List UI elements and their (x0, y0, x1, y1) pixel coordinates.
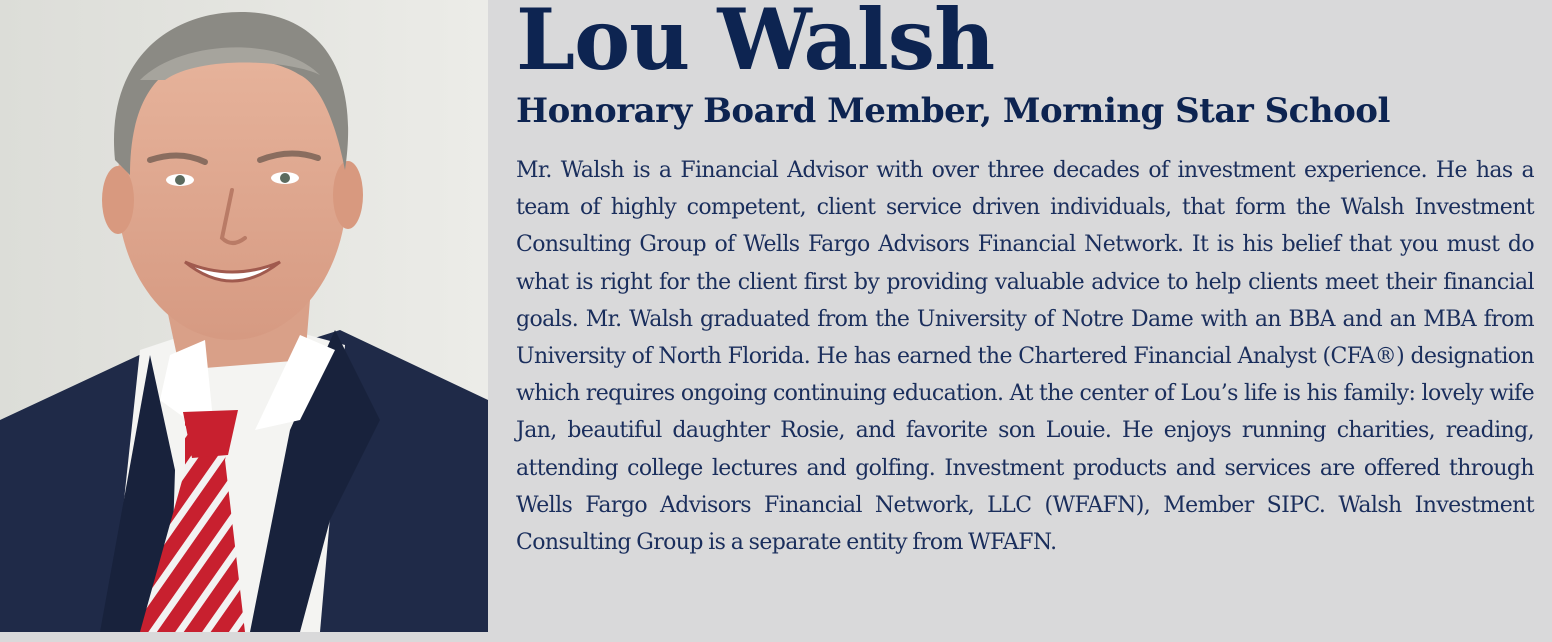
person-bio: Mr. Walsh is a Financial Advisor with over three decades of investment experience. He has a team of highly competent, client service driven individuals, that form the Walsh Investment Consulting Group of Wells Fargo Advisors Financial Network. It is his belief that you must do what is right for the client first by providing valuable advice to help clients meet their financial goals. Mr. Walsh graduated from the University of Notre Dame with an BBA and an MBA from University of North Florida. He has earned the Chartered Financial Analyst (CFA®) designation which requires ongoing continuing education. At the center of Lou’s life is his family: lovely wife Jan, beautiful daughter Rosie, and favorite son Louie. He enjoys running charities, reading, attending college lectures and golfing. Investment products and services are offered through Wells Fargo Advisors Financial Network, LLC (WFAFN), Member SIPC. Walsh Investment Consulting Group is a separate entity from WFAFN. (516, 158, 1534, 556)
profile-photo (0, 0, 488, 632)
person-name: Lou Walsh (516, 0, 995, 89)
person-role: Honorary Board Member, Morning Star School (516, 91, 1390, 131)
